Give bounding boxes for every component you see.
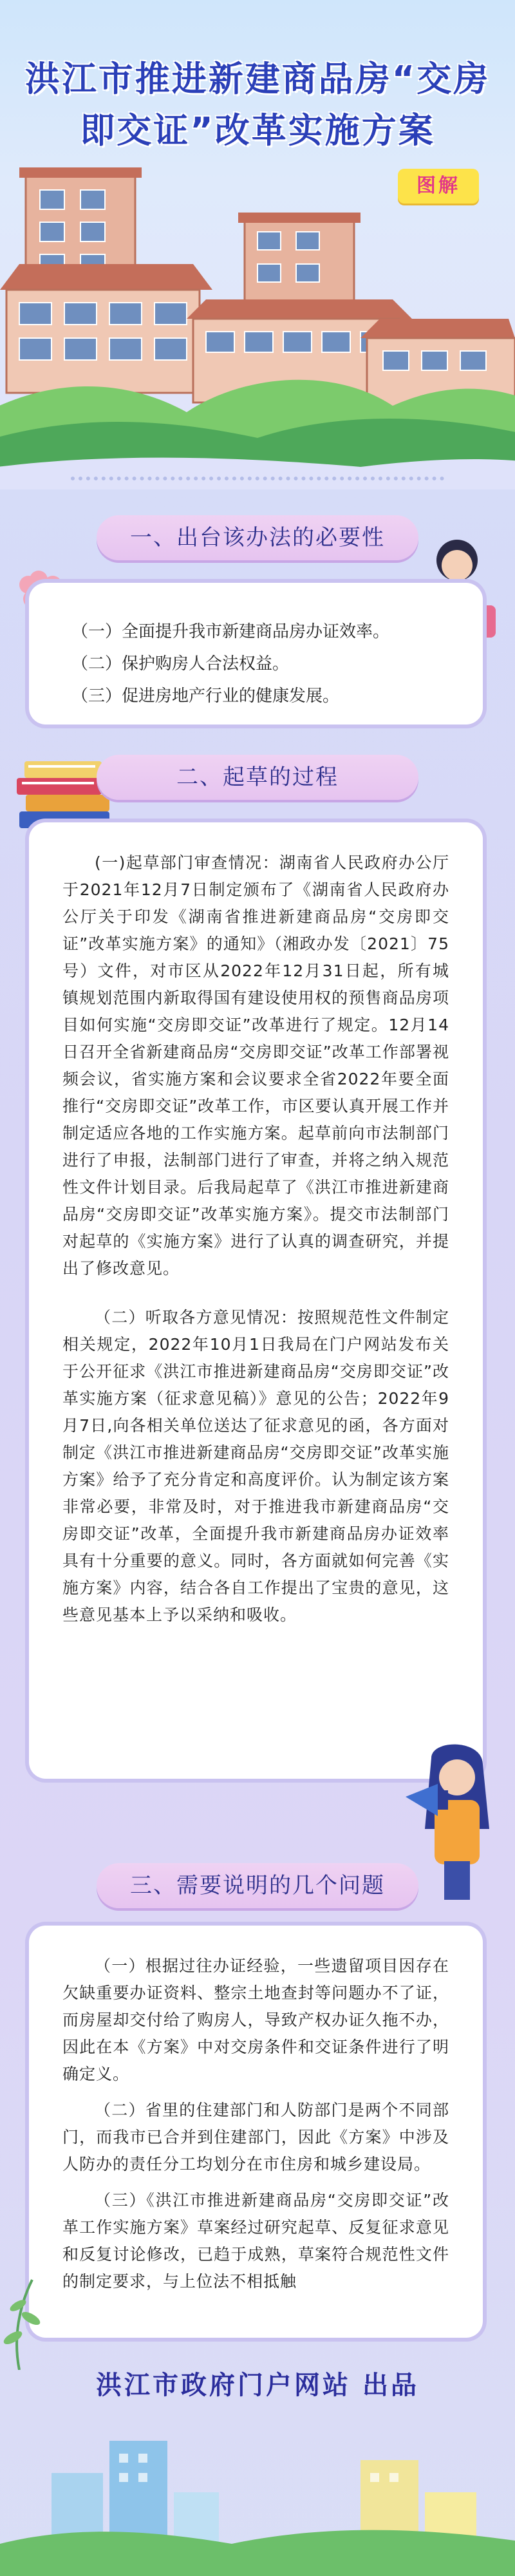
section-3-heading: 三、需要说明的几个问题: [97, 1863, 418, 1908]
section-1-card: [29, 583, 483, 724]
infographic-badge: 图解: [398, 169, 479, 204]
section-2-card: [29, 822, 483, 1779]
issue-item-1: （一）根据过往办证经验，一些遗留项目因存在欠缺重要办证资料、整宗土地查封等问题办不了证，而房屋却交付给了购房人，导致产权办证久拖不办，因此在本《方案》中对交房条件和交证条件进行了明确定义。: [62, 1956, 449, 2083]
section-1-heading: 一、出台该办法的必要性: [97, 515, 418, 560]
dotted-divider: [71, 477, 444, 480]
page-title-line-1: 洪江市推进新建商品房“交房: [24, 59, 491, 99]
drafting-review-paragraph: (一)起草部门审查情况：湖南省人民政府办公厅于2021年12月7日制定颁布了《湖南省人民政府办公厅关于印发《湖南省推进新建商品房“交房即交证”改革实施方案》的通知》（湘政办发〔2021〕75号）文件，对市区从2022年12月31日起，所有城镇规划范围内新取得国有建设使用权的预售商品房项目如何实施“交房即交证”改革进行了规定。12月14日召开全省新建商品房“交房即交证”改革工作部署视频会议，省实施方案和会议要求全省2022年要全面推行“交房即交证”改革工作，市区要认真开展工作并制定适应各地的工作实施方案。起草前向市法制部门进行了申报，法制部门进行了审查，并将之纳入规范性文件计划目录。后我局起草了《洪江市推进新建商品房“交房即交证”改革实施方案》。提交市法制部门对起草的《实施方案》进行了认真的调查研究，并提出了修改意见。: [62, 853, 449, 1278]
issue-item-2: （二）省里的住建部门和人防部门是两个不同部门，而我市已合并到住建部门，因此《方案》中涉及人防办的责任分工均划分在市住房和城乡建设局。: [62, 2101, 449, 2174]
list-item: （二）保护购房人合法权益。: [71, 654, 290, 674]
list-item: （一）全面提升我市新建商品房办证效率。: [71, 622, 390, 641]
list-item: （三）促进房地产行业的健康发展。: [71, 687, 340, 706]
green-hills-illustration: [0, 361, 515, 489]
section-2-heading: 二、起草的过程: [97, 755, 418, 800]
page-title-line-2: 即交证”改革实施方案: [80, 110, 435, 151]
city-skyline-illustration: [0, 2415, 515, 2576]
section-3-card: [29, 1926, 483, 2338]
necessity-list: [29, 583, 483, 710]
opinions-paragraph: （二）听取各方意见情况：按照规范性文件制定相关规定，2022年10月1日我局在门户网站发布关于公开征求《洪江市推进新建商品房“交房即交证”改革实施方案（征求意见稿）》意见的公告；2022年9月7日,向各相关单位送达了征求意见的函，各方面对制定《洪江市推进新建商品房“交房即交证”改革实施方案》给予了充分肯定和高度评价。认为制定该方案非常必要，非常及时，对于推进我市新建商品房“交房即交证”改革，全面提升我市新建商品房办证效率具有十分重要的意义。同时，各方面就如何完善《实施方案》内容，结合各自工作提出了宝贵的意见，这些意见基本上予以采纳和吸收。: [62, 1308, 449, 1624]
leaf-decoration: [0, 2267, 45, 2370]
issue-item-3: （三）《洪江市推进新建商品房“交房即交证”改革工作实施方案》草案经过研究起草、反复征求意见和反复讨论修改，已趋于成熟，草案符合规范性文件的制定要求，与上位法不相抵触: [62, 2191, 449, 2291]
publisher-credit: 洪江市政府门户网站 出品: [96, 2371, 419, 2400]
